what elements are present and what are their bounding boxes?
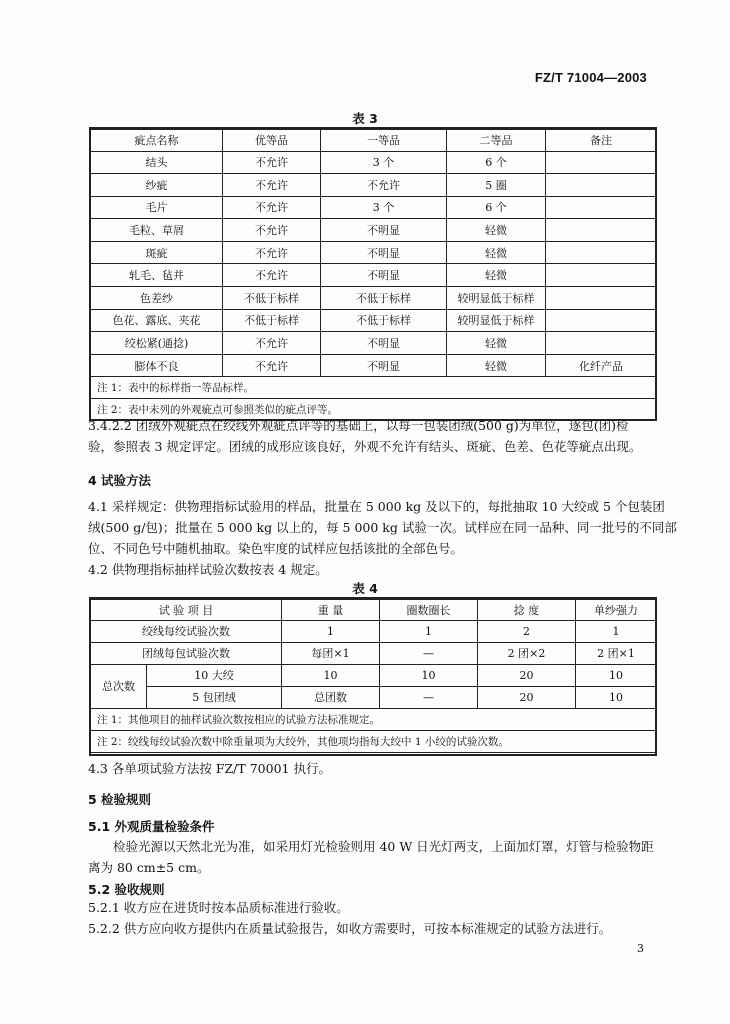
t4-cell: 每团×1 <box>282 642 380 664</box>
t3-cell: 毛粒、草屑 <box>91 219 223 242</box>
para-3-4-2-2: 3.4.2.2 团绒外观疵点在绞线外观疵点评等的基础上，以每一包装团绒(500 g)为单位，逐包(团)检 验，参照表 3 规定评定。团绒的成形应该良好，外观不允许有结头、斑疵、色差、色花等疵点出现。 <box>88 418 642 454</box>
t3-cell <box>546 151 657 174</box>
t4-cell: 1 <box>282 620 380 642</box>
t4-cell: 10 <box>576 664 657 686</box>
t4-cell: 2 团×1 <box>576 642 657 664</box>
t4-cell: 总团数 <box>282 686 380 708</box>
table3-caption: 表 3 <box>352 111 378 126</box>
t4-cell: — <box>380 686 478 708</box>
t3-cell: 结头 <box>91 151 223 174</box>
t3-cell: 不明显 <box>321 354 447 377</box>
t4-header-weight: 重 量 <box>282 599 380 620</box>
t4-note-2: 注 2：绞线每绞试验次数中除重量项为大绞外，其他项均指每大绞中 1 小绞的试验次数。 <box>91 730 657 752</box>
t3-cell: 轧毛、毡并 <box>91 264 223 287</box>
t4-total-label: 总次数 <box>91 664 147 708</box>
t3-cell: 5 圈 <box>447 174 546 197</box>
t3-cell: 不允许 <box>223 196 321 219</box>
t3-cell: 不允许 <box>223 219 321 242</box>
table-row <box>91 241 657 264</box>
t4-cell: 10 <box>576 686 657 708</box>
t3-cell: 不低于标样 <box>223 287 321 310</box>
t4-header-length: 圈数圈长 <box>380 599 478 620</box>
t3-cell <box>546 332 657 355</box>
table-row <box>91 287 657 310</box>
table-row <box>91 219 657 242</box>
t3-cell: 斑疵 <box>91 241 223 264</box>
t3-cell: 毛片 <box>91 196 223 219</box>
t3-cell: 不允许 <box>223 332 321 355</box>
t3-cell: 不允许 <box>223 241 321 264</box>
t3-cell: 不明显 <box>321 241 447 264</box>
t3-cell: 6 个 <box>447 151 546 174</box>
t3-cell: 轻微 <box>447 264 546 287</box>
section-5-heading: 5 检验规则 <box>88 792 152 807</box>
t4-header-strength: 单纱强力 <box>576 599 657 620</box>
t3-cell: 轻微 <box>447 354 546 377</box>
t4-note-1: 注 1：其他项目的抽样试验次数按相应的试验方法标准规定。 <box>91 708 657 730</box>
table3 <box>90 128 657 421</box>
t3-cell: 绞松紧(通捻) <box>91 332 223 355</box>
t3-cell: 化纤产品 <box>546 354 657 377</box>
t3-header-cell: 二等品 <box>447 129 546 151</box>
t4-cell: 20 <box>478 664 576 686</box>
table-row <box>91 309 657 332</box>
section-4-heading: 4 试验方法 <box>88 473 152 488</box>
t4-cell: 2 <box>478 620 576 642</box>
t3-header-cell: 备注 <box>546 129 657 151</box>
t4-cell: 10 <box>282 664 380 686</box>
t4-cell: 10 大绞 <box>147 664 282 686</box>
t3-cell: 轻微 <box>447 332 546 355</box>
t3-cell: 纱疵 <box>91 174 223 197</box>
t3-cell <box>546 287 657 310</box>
t4-cell: — <box>380 642 478 664</box>
section-5-1-heading: 5.1 外观质量检验条件 <box>88 819 215 834</box>
t4-cell: 20 <box>478 686 576 708</box>
t3-cell: 6 个 <box>447 196 546 219</box>
section-5-2-heading: 5.2 验收规则 <box>88 882 165 897</box>
t4-header-twist: 捻 度 <box>478 599 576 620</box>
t3-cell <box>546 219 657 242</box>
t4-cell: 1 <box>576 620 657 642</box>
t3-cell: 不明显 <box>321 332 447 355</box>
t3-cell <box>546 241 657 264</box>
t3-cell: 不明显 <box>321 264 447 287</box>
table-row <box>91 174 657 197</box>
t3-cell: 膨体不良 <box>91 354 223 377</box>
para-5-1: 检验光源以天然北光为准，如采用灯光检验则用 40 W 日光灯两支，上面加灯罩，灯管与检验物距 离为 80 cm±5 cm。 <box>88 839 654 875</box>
t3-header-cell: 疵点名称 <box>91 129 223 151</box>
t3-cell: 轻微 <box>447 219 546 242</box>
standard-code-header: FZ/T 71004—2003 <box>534 70 647 85</box>
t3-header-cell: 一等品 <box>321 129 447 151</box>
para-5-2: 5.2.1 收方应在进货时按本品质标准进行验收。 5.2.2 供方应向收方提供内在质量试验报告，如收方需要时，可按本标准规定的试验方法进行。 <box>88 900 612 936</box>
t3-cell: 不允许 <box>321 174 447 197</box>
para-4-1: 4.1 采样规定：供物理指标试验用的样品，批量在 5 000 kg 及以下的，每批抽取 10 大绞或 5 个包装团 绒(500 g/包)；批量在 5 000 kg 以上的，每 5 000 kg 试验一次。试样应在同一品种、同一批号的不同部 位、不同色号中随机抽取。染色牢度的试样应包括该批的全部色号。 4.2 供物理指标抽样试验次数按表 4 规定。 <box>88 499 677 577</box>
t3-cell: 不低于标样 <box>223 309 321 332</box>
table-row <box>91 196 657 219</box>
t3-cell <box>546 174 657 197</box>
t3-cell <box>546 309 657 332</box>
table-row <box>91 151 657 174</box>
t3-note-1: 注 1：表中的标样指一等品标样。 <box>91 377 657 399</box>
t3-cell: 不允许 <box>223 174 321 197</box>
t3-header-cell: 优等品 <box>223 129 321 151</box>
t4-cell: 5 包团绒 <box>147 686 282 708</box>
t4-cell: 绞线每绞试验次数 <box>91 620 282 642</box>
t3-cell: 轻微 <box>447 241 546 264</box>
t3-cell: 较明显低于标样 <box>447 287 546 310</box>
t3-cell <box>546 264 657 287</box>
t3-cell: 3 个 <box>321 151 447 174</box>
t3-cell: 不低于标样 <box>321 309 447 332</box>
t4-cell: 2 团×2 <box>478 642 576 664</box>
table-row <box>91 264 657 287</box>
table4 <box>90 598 657 753</box>
t4-cell: 1 <box>380 620 478 642</box>
para-4-3: 4.3 各单项试验方法按 FZ/T 70001 执行。 <box>88 761 331 776</box>
table-row <box>91 354 657 377</box>
t3-cell: 色差纱 <box>91 287 223 310</box>
t4-cell: 团绒每包试验次数 <box>91 642 282 664</box>
t3-cell: 不允许 <box>223 354 321 377</box>
t3-cell: 不明显 <box>321 219 447 242</box>
t3-note-2: 注 2：表中未列的外观疵点可参照类似的疵点评等。 <box>91 399 657 421</box>
t4-cell: 10 <box>380 664 478 686</box>
t3-cell: 较明显低于标样 <box>447 309 546 332</box>
table4-caption: 表 4 <box>352 581 378 596</box>
t4-header-item: 试 验 项 目 <box>91 599 282 620</box>
t3-cell: 不允许 <box>223 151 321 174</box>
t3-cell: 色花、露底、夹花 <box>91 309 223 332</box>
t3-cell <box>546 196 657 219</box>
table-row <box>91 332 657 355</box>
t3-cell: 3 个 <box>321 196 447 219</box>
t3-cell: 不允许 <box>223 264 321 287</box>
t3-cell: 不低于标样 <box>321 287 447 310</box>
page-number: 3 <box>637 942 644 955</box>
